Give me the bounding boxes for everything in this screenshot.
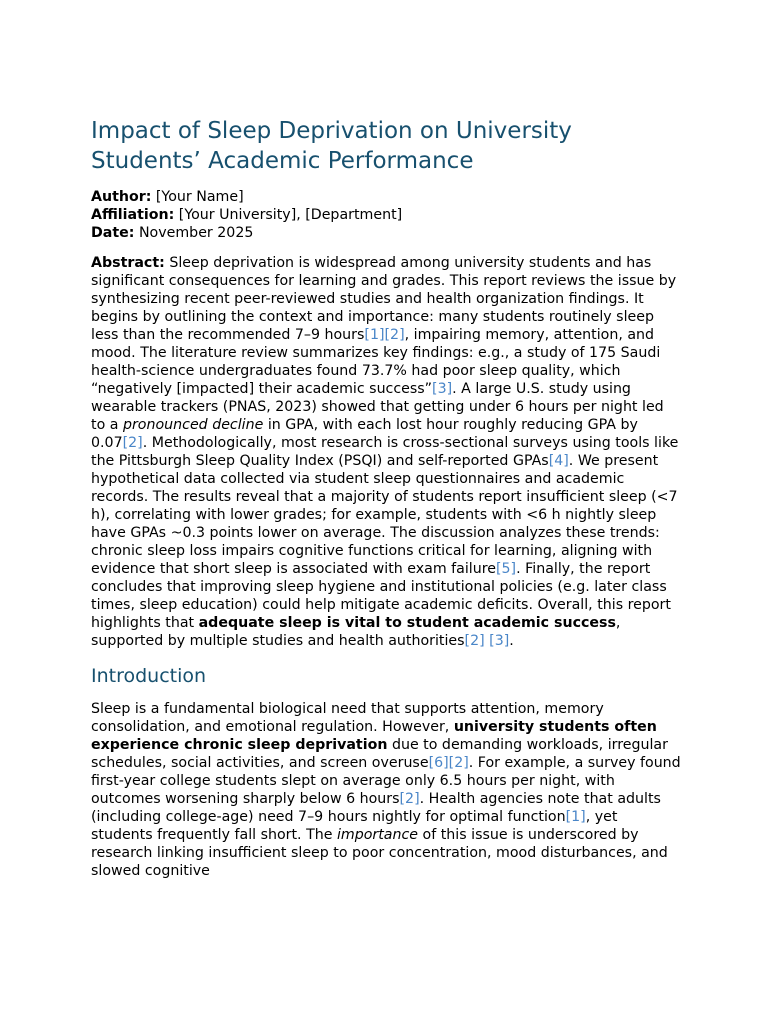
emphasis-text: pronounced decline	[122, 417, 264, 433]
intro-text: , yet students frequently fall short. The	[91, 809, 618, 843]
abstract-text: . Methodologically, most research is cross-sectional surveys using tools like the Pittsburgh Sleep Quality Index (PSQI) and self-reported GPAs	[91, 435, 679, 469]
abstract-paragraph	[91, 254, 681, 650]
author-value: [Your Name]	[151, 189, 244, 205]
document-title: Impact of Sleep Deprivation on University Students’ Academic Performance	[91, 118, 572, 174]
author-line	[91, 188, 681, 206]
citation-link[interactable]: [5]	[496, 561, 517, 577]
abstract-text: . We present hypothetical data collected via student sleep questionnaires and academic records. The results reveal that a majority of students report insufficient sleep (<7 h), correlating with lower grades; for example, students with <6 h nightly sleep have GPAs ~0.3 points lower on average. The discussion analyzes these trends: chronic sleep loss impairs cognitive functions critical for learning, aligning with evidence that short sleep is associated with exam failure	[91, 453, 678, 577]
affiliation-label: Affiliation:	[91, 207, 175, 223]
emphasis-text: importance	[336, 827, 419, 843]
date-label: Date:	[91, 225, 135, 241]
author-label: Author:	[91, 189, 152, 205]
intro-text: . Health agencies note that adults (including college-age) need 7–9 hours nightly for optimal function	[91, 791, 661, 825]
date-value: November 2025	[134, 225, 254, 241]
abstract-text: , impairing memory, attention, and mood. The literature review summarizes key findings: e.g., a study of 175 Saudi health-science undergraduates found 73.7% had poor sleep quality, which “negatively [impacted] their academic success”	[91, 327, 661, 397]
citation-link[interactable]: [1]	[364, 327, 385, 343]
document-meta	[91, 188, 681, 242]
bold-text: university students often experience chronic sleep deprivation	[91, 719, 657, 753]
intro-text: due to demanding workloads, irregular schedules, social activities, and screen overuse	[91, 737, 668, 771]
affiliation-value: [Your University], [Department]	[174, 207, 403, 223]
citation-link[interactable]: [2]	[399, 791, 420, 807]
citation-link[interactable]: [2]	[122, 435, 143, 451]
introduction-paragraph	[91, 700, 681, 880]
abstract-text: Sleep deprivation is widespread among university students and has significant consequences for learning and grades. This report reviews the issue by synthesizing recent peer-reviewed studies and health organization findings. It begins by outlining the context and importance: many students routinely sleep less than the recommended 7–9 hours	[91, 255, 677, 343]
abstract-text: . Finally, the report concludes that improving sleep hygiene and institutional policies (e.g. later class times, sleep education) could help mitigate academic deficits. Overall, this report highlights that	[91, 561, 671, 631]
abstract-text: .	[509, 633, 514, 649]
citation-link[interactable]: [4]	[548, 453, 569, 469]
abstract-text: , supported by multiple studies and health authorities	[91, 615, 621, 649]
citation-link[interactable]: [1]	[565, 809, 586, 825]
date-line	[91, 224, 681, 242]
citation-link[interactable]: [3]	[432, 381, 453, 397]
intro-text: of this issue is underscored by research linking insufficient sleep to poor concentration, mood disturbances, and slowed cognitive	[91, 827, 668, 879]
citation-link[interactable]: [2]	[384, 327, 405, 343]
affiliation-line	[91, 206, 681, 224]
introduction-heading: Introduction	[91, 665, 207, 687]
citation-link[interactable]: [2]	[464, 633, 485, 649]
citation-link[interactable]: [2]	[448, 755, 469, 771]
bold-text: adequate sleep is vital to student academic success	[198, 615, 616, 631]
intro-text: Sleep is a fundamental biological need that supports attention, memory consolidation, and emotional regulation. However,	[91, 701, 604, 735]
abstract-text: in GPA, with each lost hour roughly reducing GPA by 0.07	[91, 417, 638, 451]
citation-link[interactable]: [6]	[428, 755, 449, 771]
document-page	[91, 116, 681, 880]
intro-text: . For example, a survey found first-year college students slept on average only 6.5 hours per night, with outcomes worsening sharply below 6 hours	[91, 755, 681, 807]
abstract-label: Abstract:	[91, 255, 165, 271]
citation-link[interactable]: [3]	[489, 633, 510, 649]
abstract-text: . A large U.S. study using wearable trackers (PNAS, 2023) showed that getting under 6 hours per night led to a	[91, 381, 664, 433]
